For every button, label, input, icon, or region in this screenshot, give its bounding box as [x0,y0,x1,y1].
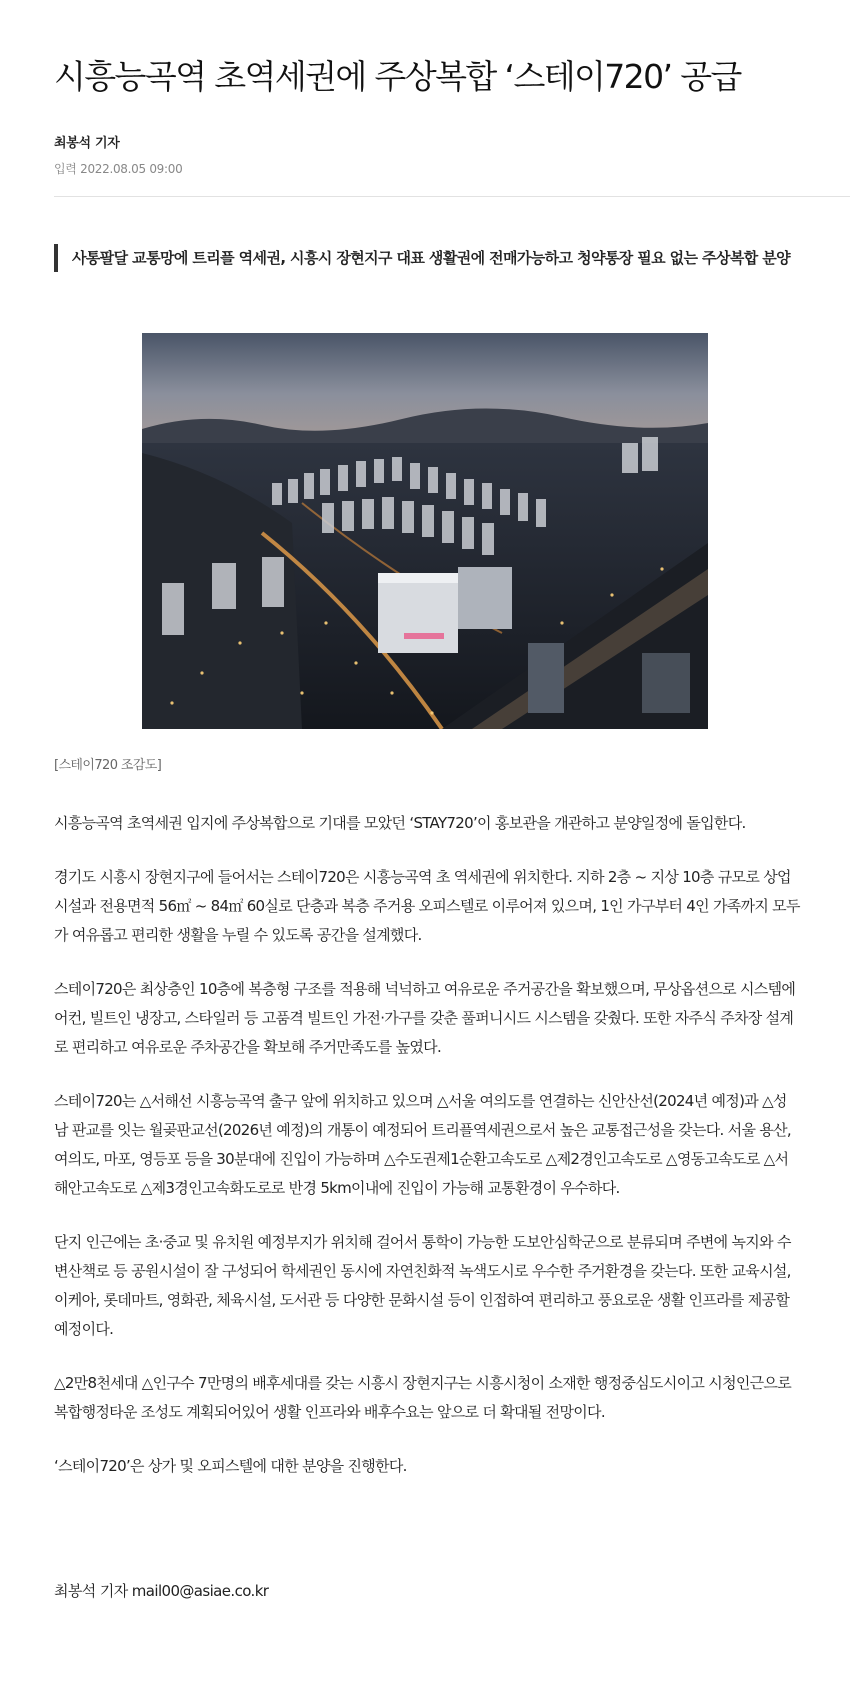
paragraph: 스테이720는 △서해선 시흥능곡역 출구 앞에 위치하고 있으며 △서울 여의도를 연결하는 신안산선(2024년 예정)과 △성남 판교를 잇는 월곶판교선(2026년 예정)의 개통이 예정되어 트리플역세권으로서 높은 교통접근성을 갖는다. 서울 용산, 여의도, 마포, 영등포 등을 30분대에 진입이 가능하며 △수도권제1순환고속도로 △제2경인고속도로 △영동고속도로 △서해안고속도로 △제3경인고속화도로로 반경 5km이내에 진입이 가능해 교통환경이 우수하다. [54,1092,791,1197]
paragraph: △2만8천세대 △인구수 7만명의 배후세대를 갖는 시흥시 장현지구는 시흥시청이 소재한 행정중심도시이고 시청인근으로 복합행정타운 조성도 계획되어있어 생활 인프라와 배후수요는 앞으로 더 확대될 전망이다. [54,1374,792,1421]
paragraph: 단지 인근에는 초·중교 및 유치원 예정부지가 위치해 걸어서 통학이 가능한 도보안심학군으로 분류되며 주변에 녹지와 수변산책로 등 공원시설이 잘 구성되어 학세권인 동시에 자연친화적 녹색도시로 우수한 주거환경을 갖는다. 또한 교육시설, 이케아, 롯데마트, 영화관, 체육시설, 도서관 등 다양한 문화시설 등이 인접하여 편리하고 풍요로운 생활 인프라를 제공할 예정이다. [54,1233,791,1338]
paragraph: 스테이720은 최상층인 10층에 복층형 구조를 적용해 넉넉하고 여유로운 주거공간을 확보했으며, 무상옵션으로 시스템에어컨, 빌트인 냉장고, 스타일러 등 고품격 빌트인 가전·가구를 갖춘 풀퍼니시드 시스템을 갖췄다. 또한 자주식 주차장 설계로 편리하고 여유로운 주차공간을 확보해 주거만족도를 높였다. [54,980,796,1056]
publish-info [54,160,182,177]
photo-caption: [스테이720 조감도] [54,758,162,773]
input-label: 입력 [54,162,77,176]
article-photo [142,333,708,729]
paragraph: ‘스테이720’은 상가 및 오피스텔에 대한 분양을 진행한다. [54,1457,407,1475]
publish-date: 2022.08.05 09:00 [80,162,183,176]
article-body [54,809,800,1506]
header-divider [54,196,850,197]
reporter-name[interactable]: 최봉석 기자 [54,136,120,151]
reporter-byline[interactable]: 최봉석 기자 mail00@asiae.co.kr [54,1582,269,1600]
article-subtitle: 사통팔달 교통망에 트리플 역세권, 시흥시 장현지구 대표 생활권에 전매가능하고 청약통장 필요 없는 주상복합 분양 [54,244,798,272]
aerial-city-night-photo [142,333,708,729]
paragraph: 시흥능곡역 초역세권 입지에 주상복합으로 기대를 모았던 ‘STAY720’이 홍보관을 개관하고 분양일정에 돌입한다. [54,814,746,832]
paragraph: 경기도 시흥시 장현지구에 들어서는 스테이720은 시흥능곡역 초 역세권에 위치한다. 지하 2층 ~ 지상 10층 규모로 상업시설과 전용면적 56㎡ ~ 84㎡ 60실로 단층과 복층 주거용 오피스텔로 이루어져 있으며, 1인 가구부터 4인 가족까지 모두가 여유롭고 편리한 생활을 누릴 수 있도록 공간을 설계했다. [54,868,800,944]
article-title: 시흥능곡역 초역세권에 주상복합 ‘스테이720’ 공급 [54,57,741,96]
